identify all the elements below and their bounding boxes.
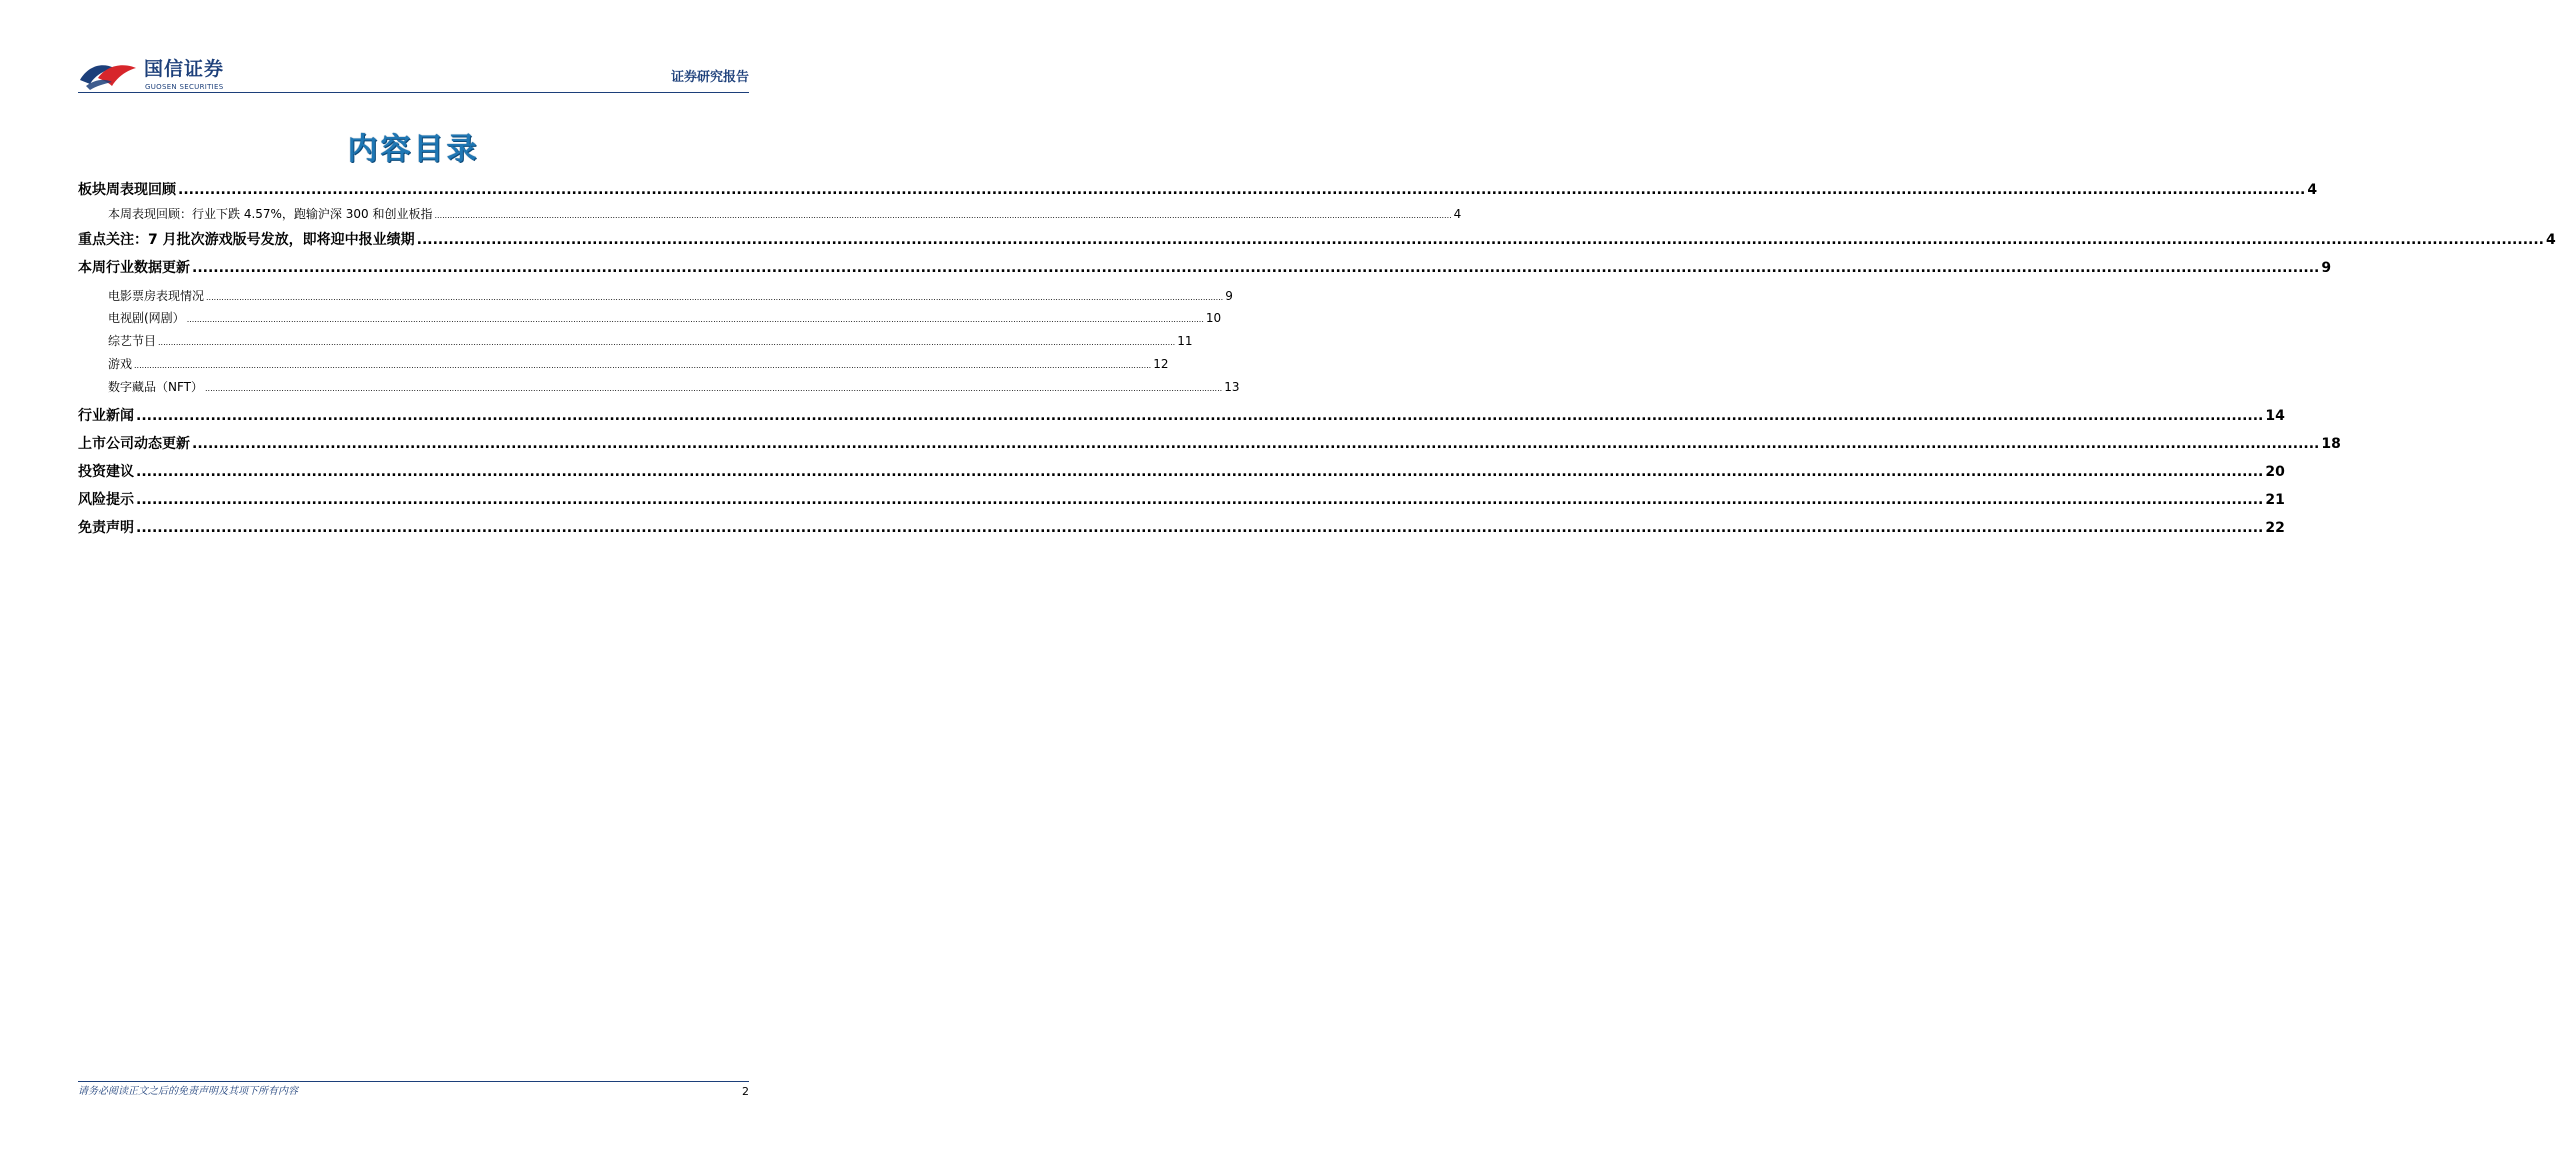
toc-leader-dots: ................................................................................................................................................................................................................................................................................................................................................................................................................ <box>134 361 1152 370</box>
toc-entry-page: 10 <box>1205 311 1222 325</box>
toc-entry-page: 18 <box>2321 436 2341 452</box>
toc-entry-chapter[interactable] <box>78 230 2556 250</box>
toc-entry-page: 12 <box>1153 357 1169 371</box>
toc-entry-section[interactable] <box>78 205 1462 225</box>
toc-entry-title: 本周表现回顾：行业下跌 4.57%，跑输沪深 300 和创业板指 <box>108 207 433 221</box>
toc-entry-section[interactable] <box>78 378 1240 398</box>
toc-entry-section[interactable] <box>78 309 1222 329</box>
toc-entry-title: 板块周表现回顾 <box>78 182 176 198</box>
toc-entry-chapter[interactable] <box>78 518 2285 538</box>
toc-entry-page: 4 <box>1453 207 1462 221</box>
toc-entry-chapter[interactable] <box>78 258 2332 278</box>
toc-leader-dots: ................................................................................................................................................................................................................................................................................................................................................................................................................ <box>192 260 2320 276</box>
toc-entry-title: 投资建议 <box>78 464 134 480</box>
toc-leader-dots: ................................................................................................................................................................................................................................................................................................................................................................................................................ <box>136 492 2264 508</box>
footer-disclaimer: 请务必阅读正文之后的免责声明及其项下所有内容 <box>78 1086 298 1097</box>
toc-entry-page: 13 <box>1224 380 1240 394</box>
brand-name-english: GUOSEN SECURITIES <box>145 83 224 91</box>
toc-leader-dots: ................................................................................................................................................................................................................................................................................................................................................................................................................ <box>178 182 2306 198</box>
toc-entry-section[interactable] <box>78 355 1169 375</box>
toc-leader-dots: ................................................................................................................................................................................................................................................................................................................................................................................................................ <box>205 384 1223 393</box>
toc-entry-page: 4 <box>2545 232 2556 248</box>
toc-entry-title: 电视剧(网剧） <box>108 311 185 325</box>
toc-leader-dots: ................................................................................................................................................................................................................................................................................................................................................................................................................ <box>416 232 2544 248</box>
toc-entry-chapter[interactable] <box>78 490 2285 510</box>
guosen-logo-icon <box>78 58 138 90</box>
toc-leader-dots: ................................................................................................................................................................................................................................................................................................................................................................................................................ <box>192 436 2320 452</box>
toc-entry-title: 上市公司动态更新 <box>78 436 190 452</box>
footer-divider <box>78 1081 749 1082</box>
page-number: 2 <box>742 1085 749 1098</box>
header-divider <box>78 92 749 93</box>
toc-entry-title: 行业新闻 <box>78 408 134 424</box>
toc-entry-title: 数字藏品（NFT） <box>108 380 203 394</box>
toc-leader-dots: ................................................................................................................................................................................................................................................................................................................................................................................................................ <box>186 315 1204 324</box>
toc-entry-title: 重点关注：7 月批次游戏版号发放，即将迎中报业绩期 <box>78 232 415 248</box>
toc-title: 内容目录 <box>347 132 480 167</box>
toc-entry-section[interactable] <box>78 332 1193 352</box>
toc-entry-page: 9 <box>1225 289 1233 303</box>
toc-entry-page: 9 <box>2321 260 2332 276</box>
toc-entry-title: 本周行业数据更新 <box>78 260 190 276</box>
toc-leader-dots: ................................................................................................................................................................................................................................................................................................................................................................................................................ <box>158 338 1176 347</box>
toc-leader-dots: ................................................................................................................................................................................................................................................................................................................................................................................................................ <box>136 464 2264 480</box>
brand-name: 国信证券 <box>144 58 225 80</box>
toc-entry-title: 免责声明 <box>78 520 134 536</box>
report-type-label: 证券研究报告 <box>670 70 749 85</box>
page-header <box>0 0 827 100</box>
toc-leader-dots: ................................................................................................................................................................................................................................................................................................................................................................................................................ <box>136 408 2264 424</box>
toc-leader-dots: ................................................................................................................................................................................................................................................................................................................................................................................................................ <box>434 211 1452 220</box>
toc-entry-page: 22 <box>2265 520 2285 536</box>
toc-entry-page: 14 <box>2265 408 2285 424</box>
toc-entry-chapter[interactable] <box>78 406 2285 426</box>
toc-entry-title: 风险提示 <box>78 492 134 508</box>
toc-entry-chapter[interactable] <box>78 180 2318 200</box>
toc-leader-dots: ................................................................................................................................................................................................................................................................................................................................................................................................................ <box>206 293 1224 302</box>
toc-entry-page: 21 <box>2265 492 2285 508</box>
toc-entry-title: 电影票房表现情况 <box>108 289 205 303</box>
toc-entry-title: 综艺节目 <box>108 334 157 348</box>
toc-entry-section[interactable] <box>78 287 1233 307</box>
toc-entry-page: 4 <box>2307 182 2318 198</box>
toc-entry-title: 游戏 <box>108 357 133 371</box>
toc-entry-chapter[interactable] <box>78 434 2341 454</box>
toc-entry-page: 20 <box>2265 464 2285 480</box>
toc-leader-dots: ................................................................................................................................................................................................................................................................................................................................................................................................................ <box>136 520 2264 536</box>
toc-entry-chapter[interactable] <box>78 462 2285 482</box>
toc-entry-page: 11 <box>1177 334 1193 348</box>
